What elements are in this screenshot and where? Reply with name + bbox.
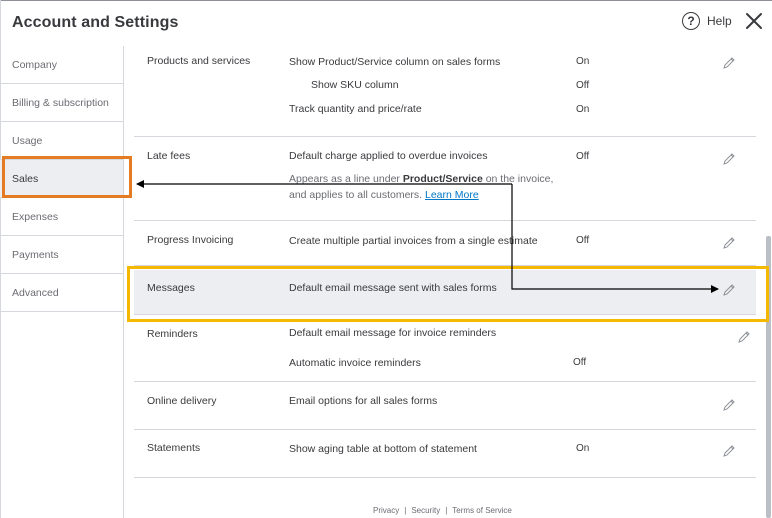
setting-text: Show SKU column bbox=[311, 79, 399, 91]
help-label: Help bbox=[707, 14, 732, 28]
setting-value: Off bbox=[576, 151, 590, 162]
setting-text: Automatic invoice reminders bbox=[289, 357, 421, 369]
setting-value: Off bbox=[573, 357, 587, 368]
section-label: Messages bbox=[147, 282, 195, 294]
sidebar-item-billing-subscription[interactable]: Billing & subscription bbox=[0, 84, 123, 122]
sidebar-item-payments[interactable]: Payments bbox=[0, 236, 123, 274]
sidebar-item-usage[interactable]: Usage bbox=[0, 122, 123, 160]
help-icon: ? bbox=[682, 12, 700, 30]
page-title: Account and Settings bbox=[12, 14, 179, 31]
setting-text: Track quantity and price/rate bbox=[289, 103, 422, 115]
section-label: Reminders bbox=[147, 328, 198, 340]
arrow-to-messages-pencil bbox=[512, 184, 718, 289]
description-bold: Product/Service bbox=[402, 173, 483, 185]
setting-text: Show Product/Service column on sales forms bbox=[289, 56, 501, 68]
setting-value: On bbox=[576, 56, 590, 67]
setting-value: On bbox=[576, 443, 590, 454]
setting-text: Default email message for invoice reminders bbox=[289, 327, 497, 339]
setting-text: Default email message sent with sales forms bbox=[289, 282, 497, 294]
section-label: Progress Invoicing bbox=[147, 234, 234, 246]
setting-text: Create multiple partial invoices from a single estimate bbox=[289, 235, 538, 247]
section-label: Online delivery bbox=[147, 395, 217, 407]
sidebar-item-advanced[interactable]: Advanced bbox=[0, 274, 123, 312]
section-label: Statements bbox=[147, 442, 201, 454]
section-label: Late fees bbox=[147, 150, 191, 162]
setting-value: Off bbox=[576, 235, 590, 246]
privacy-link[interactable]: Privacy bbox=[373, 506, 400, 515]
terms-of-service-link[interactable]: Terms of Service bbox=[452, 506, 512, 515]
setting-value: Off bbox=[576, 80, 590, 91]
footer-separator: | bbox=[404, 506, 407, 515]
security-link[interactable]: Security bbox=[411, 506, 441, 515]
description-text: on the invoice, and applies to all customers. bbox=[289, 173, 554, 201]
sidebar-item-expenses[interactable]: Expenses bbox=[0, 198, 123, 236]
section-label: Products and services bbox=[147, 55, 251, 67]
description-text: Appears as a line under bbox=[289, 173, 403, 185]
setting-value: On bbox=[576, 104, 590, 115]
setting-text: Show aging table at bottom of statement bbox=[289, 443, 477, 455]
setting-text: Default charge applied to overdue invoices bbox=[289, 150, 488, 162]
footer-separator: | bbox=[445, 506, 448, 515]
setting-text: Email options for all sales forms bbox=[289, 395, 438, 407]
learn-more-link[interactable]: Learn More bbox=[425, 189, 479, 201]
sidebar-item-company[interactable]: Company bbox=[0, 46, 123, 84]
sidebar-item-sales[interactable]: Sales bbox=[0, 160, 123, 198]
